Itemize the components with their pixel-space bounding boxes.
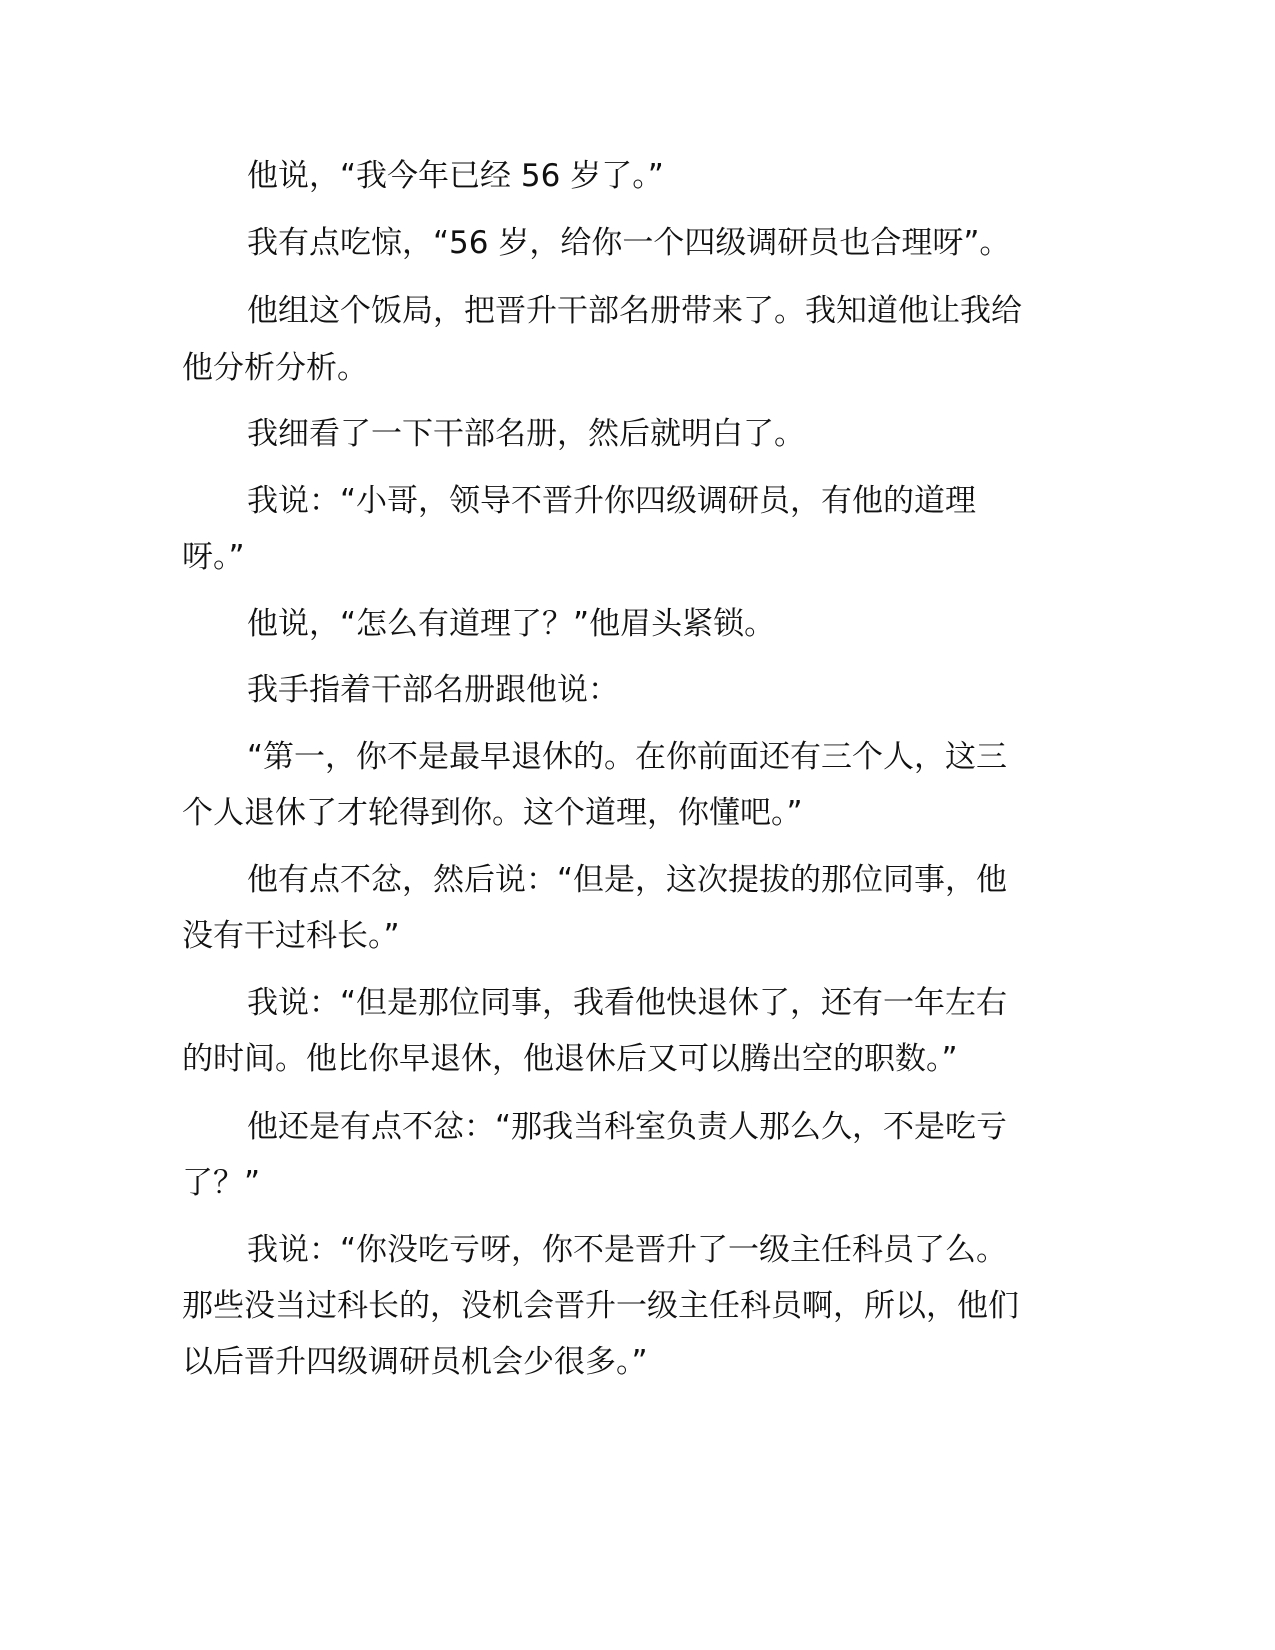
text-line: 我手指着干部名册跟他说：: [247, 672, 619, 708]
text-line: 他分析分析。: [182, 350, 368, 386]
text-line: 的时间。他比你早退休，他退休后又可以腾出空的职数。”: [182, 1041, 958, 1077]
text-line: 他组这个饭局，把晋升干部名册带来了。我知道他让我给: [247, 293, 1022, 329]
text-line: 那些没当过科长的，没机会晋升一级主任科员啊，所以，他们: [182, 1288, 1019, 1324]
text-line: 个人退休了才轮得到你。这个道理，你懂吧。”: [182, 795, 803, 831]
text-line: “第一，你不是最早退休的。在你前面还有三个人，这三: [247, 739, 1008, 775]
text-line: 他有点不忿，然后说：“但是，这次提拔的那位同事，他: [247, 862, 1008, 898]
text-line: 他还是有点不忿：“那我当科室负责人那么久，不是吃亏: [247, 1109, 1008, 1145]
text-line: 我细看了一下干部名册，然后就明白了。: [247, 416, 805, 452]
text-line: 了？”: [182, 1165, 261, 1201]
text-line: 他说，“怎么有道理了？”他眉头紧锁。: [247, 606, 776, 642]
text-line: 我说：“你没吃亏呀，你不是晋升了一级主任科员了么。: [247, 1232, 1008, 1268]
text-line: 以后晋升四级调研员机会少很多。”: [182, 1344, 648, 1380]
text-line: 他说，“我今年已经 56 岁了。”: [247, 158, 664, 194]
text-line: 呀。”: [182, 539, 245, 575]
text-line: 我有点吃惊，“56 岁，给你一个四级调研员也合理呀”。: [247, 225, 1011, 261]
text-line: 没有干过科长。”: [182, 918, 400, 954]
text-line: 我说：“小哥，领导不晋升你四级调研员，有他的道理: [247, 483, 977, 519]
text-line: 我说：“但是那位同事，我看他快退休了，还有一年左右: [247, 985, 1008, 1021]
